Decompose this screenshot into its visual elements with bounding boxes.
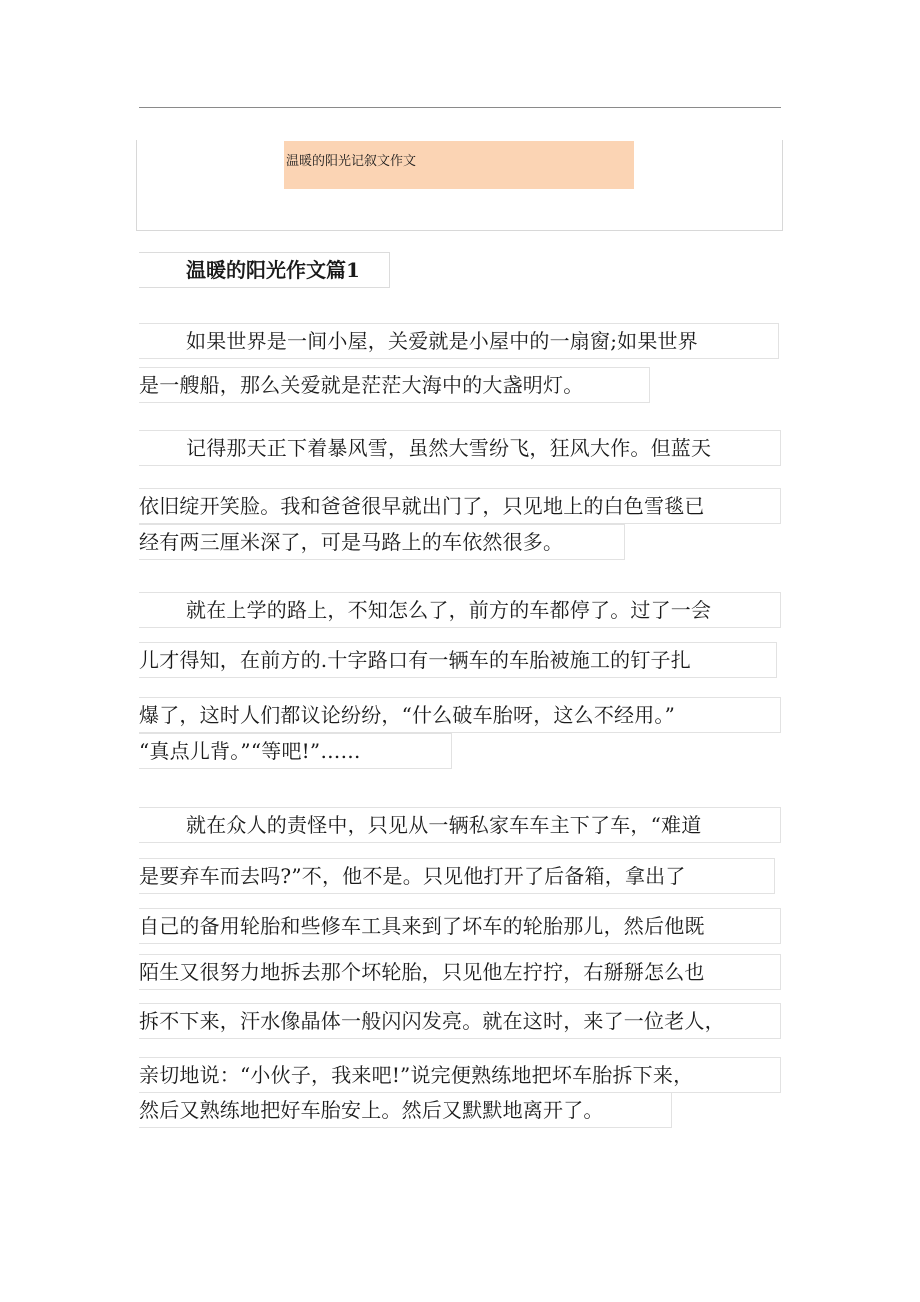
document-header-title: 温暖的阳光记叙文作文 <box>284 141 634 189</box>
paragraph-line: 亲切地说：“小伙子，我来吧!”说完便熟练地把坏车胎拆下来， <box>139 1057 781 1093</box>
paragraph-line: 陌生又很努力地拆去那个坏轮胎，只见他左拧拧，右掰掰怎么也 <box>139 954 781 990</box>
paragraph-line: 如果世界是一间小屋，关爱就是小屋中的一扇窗;如果世界 <box>139 323 779 359</box>
paragraph-line: 经有两三厘米深了，可是马路上的车依然很多。 <box>139 524 625 560</box>
paragraph-line: 依旧绽开笑脸。我和爸爸很早就出门了，只见地上的白色雪毯已 <box>139 488 781 524</box>
section-heading: 温暖的阳光作文篇1 <box>139 252 390 288</box>
paragraph-line: 是要弃车而去吗?”不，他不是。只见他打开了后备箱，拿出了 <box>139 858 775 894</box>
paragraph-line: 爆了，这时人们都议论纷纷，“什么破车胎呀，这么不经用。” <box>139 697 781 733</box>
paragraph-line: 记得那天正下着暴风雪，虽然大雪纷飞，狂风大作。但蓝天 <box>139 430 781 466</box>
paragraph-line: 拆不下来，汗水像晶体一般闪闪发亮。就在这时，来了一位老人， <box>139 1003 781 1039</box>
paragraph-line: 自己的备用轮胎和些修车工具来到了坏车的轮胎那儿，然后他既 <box>139 908 781 944</box>
paragraph-line: 是一艘船，那么关爱就是茫茫大海中的大盏明灯。 <box>139 367 650 403</box>
top-rule <box>139 107 781 108</box>
paragraph-line: 然后又熟练地把好车胎安上。然后又默默地离开了。 <box>139 1092 672 1128</box>
paragraph-line: 儿才得知，在前方的.十字路口有一辆车的车胎被施工的钉子扎 <box>139 642 777 678</box>
paragraph-line: 就在上学的路上，不知怎么了，前方的车都停了。过了一会 <box>139 592 781 628</box>
paragraph-line: 就在众人的责怪中，只见从一辆私家车车主下了车，“难道 <box>139 807 781 843</box>
paragraph-line: “真点儿背。”“等吧!”…… <box>139 733 452 769</box>
